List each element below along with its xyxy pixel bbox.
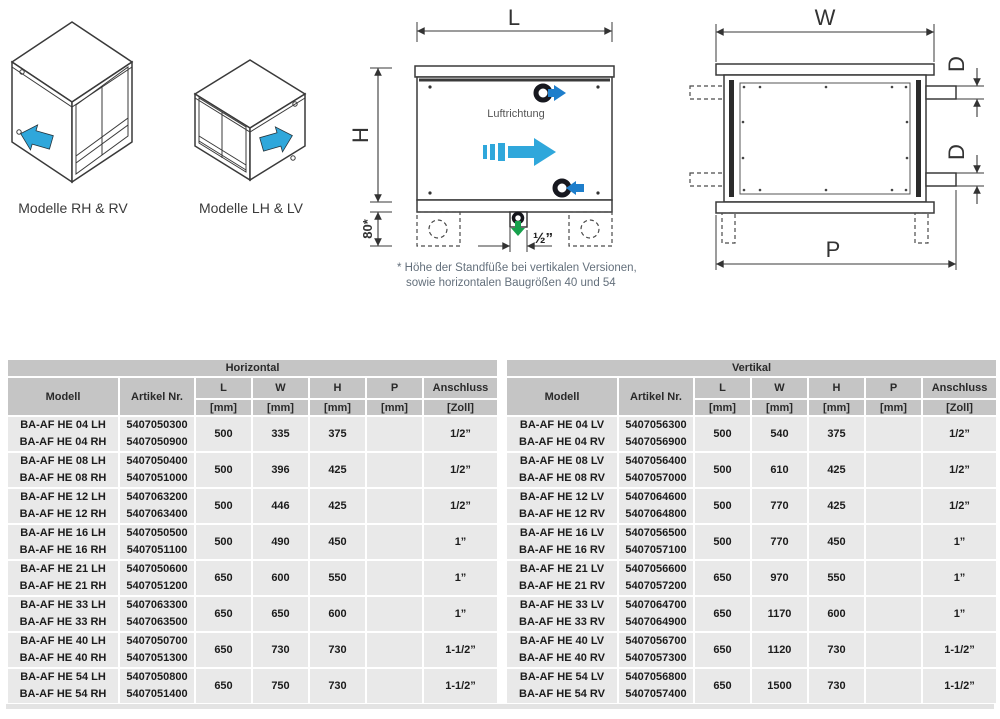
model-name: BA-AF HE 04 LV <box>519 419 605 431</box>
cell-artikel <box>618 524 694 560</box>
cell-w: 1170 <box>751 596 808 632</box>
cell-modell <box>7 488 119 524</box>
col-header-modell: Modell <box>506 377 618 416</box>
artikel-nr: 5407057200 <box>625 580 687 592</box>
cell-l: 500 <box>195 416 252 452</box>
cell-w: 750 <box>252 668 309 704</box>
artikel-nr: 5407063500 <box>126 616 188 628</box>
artikel-nr: 5407056600 <box>625 563 687 575</box>
col-header-h: H <box>309 377 366 399</box>
cell-anschluss: 1/2” <box>922 416 997 452</box>
cell-l: 650 <box>694 632 751 668</box>
model-name: BA-AF HE 04 LH <box>20 419 106 431</box>
table-row <box>7 488 498 524</box>
artikel-nr: 5407057400 <box>625 688 687 700</box>
section-title: Horizontal <box>7 359 498 377</box>
col-header-l: L <box>694 377 751 399</box>
cell-h: 550 <box>309 560 366 596</box>
cell-anschluss: 1/2” <box>922 452 997 488</box>
artikel-nr: 5407057000 <box>625 472 687 484</box>
cell-anschluss: 1-1/2” <box>922 632 997 668</box>
cell-modell <box>506 524 618 560</box>
col-header-h: H <box>808 377 865 399</box>
col-header-unit-mm: [mm] <box>309 399 366 416</box>
cell-l: 650 <box>195 560 252 596</box>
cell-l: 500 <box>195 524 252 560</box>
cell-anschluss: 1-1/2” <box>423 668 498 704</box>
artikel-nr: 5407063300 <box>126 599 188 611</box>
cell-modell <box>506 560 618 596</box>
col-header-artikel: Artikel Nr. <box>618 377 694 416</box>
table-row <box>506 668 997 704</box>
cell-anschluss: 1” <box>922 524 997 560</box>
artikel-nr: 5407063200 <box>126 491 188 503</box>
cell-anschluss: 1” <box>423 560 498 596</box>
cell-p <box>366 488 423 524</box>
cell-l: 650 <box>195 596 252 632</box>
cell-artikel <box>618 488 694 524</box>
cell-artikel <box>618 452 694 488</box>
cell-modell <box>506 416 618 452</box>
cell-w: 770 <box>751 524 808 560</box>
dim-label-80: 80* <box>360 219 375 239</box>
cell-l: 650 <box>195 632 252 668</box>
col-header-unit-mm: [mm] <box>808 399 865 416</box>
cell-artikel <box>119 668 195 704</box>
cell-l: 500 <box>694 452 751 488</box>
cell-modell <box>7 560 119 596</box>
col-header-l: L <box>195 377 252 399</box>
table-row <box>7 668 498 704</box>
artikel-nr: 5407050700 <box>126 635 188 647</box>
table-row <box>506 524 997 560</box>
cell-p <box>366 524 423 560</box>
cell-h: 425 <box>309 488 366 524</box>
model-name: BA-AF HE 54 LH <box>20 671 106 683</box>
cell-l: 500 <box>694 488 751 524</box>
cell-l: 650 <box>195 668 252 704</box>
artikel-nr: 5407056900 <box>625 436 687 448</box>
cell-modell <box>7 452 119 488</box>
table-row <box>7 416 498 452</box>
cell-l: 650 <box>694 596 751 632</box>
cell-p <box>865 668 922 704</box>
cell-modell <box>7 632 119 668</box>
model-name: BA-AF HE 54 RV <box>519 688 605 700</box>
col-header-unit-zoll: [Zoll] <box>922 399 997 416</box>
table-row <box>506 560 997 596</box>
cell-modell <box>506 668 618 704</box>
cell-artikel <box>618 560 694 596</box>
model-name: BA-AF HE 54 RH <box>19 688 107 700</box>
model-name: BA-AF HE 16 RH <box>19 544 107 556</box>
model-name: BA-AF HE 40 LV <box>519 635 605 647</box>
artikel-nr: 5407064900 <box>625 616 687 628</box>
dim-label-p: P <box>825 237 841 262</box>
cell-artikel <box>618 668 694 704</box>
col-header-p: P <box>865 377 922 399</box>
cell-modell <box>7 524 119 560</box>
cell-h: 375 <box>309 416 366 452</box>
model-name: BA-AF HE 08 LH <box>20 455 106 467</box>
cell-artikel <box>618 596 694 632</box>
model-name: BA-AF HE 16 LV <box>519 527 605 539</box>
artikel-nr: 5407051200 <box>126 580 188 592</box>
section-title: Vertikal <box>506 359 997 377</box>
cell-p <box>366 596 423 632</box>
cell-w: 970 <box>751 560 808 596</box>
cell-h: 730 <box>309 668 366 704</box>
cell-anschluss: 1-1/2” <box>423 632 498 668</box>
cell-p <box>865 524 922 560</box>
cell-modell <box>506 632 618 668</box>
dim-label-l: L <box>507 5 521 30</box>
artikel-nr: 5407057100 <box>625 544 687 556</box>
cell-artikel <box>119 416 195 452</box>
dim-label-d-top: D <box>944 56 969 72</box>
cell-w: 770 <box>751 488 808 524</box>
cell-w: 1500 <box>751 668 808 704</box>
cell-artikel <box>119 488 195 524</box>
model-name: BA-AF HE 08 LV <box>519 455 605 467</box>
model-name: BA-AF HE 33 RH <box>19 616 107 628</box>
cell-anschluss: 1/2” <box>922 488 997 524</box>
model-name: BA-AF HE 40 RH <box>19 652 107 664</box>
cell-artikel <box>119 560 195 596</box>
cell-anschluss: 1” <box>423 596 498 632</box>
model-name: BA-AF HE 21 LV <box>519 563 605 575</box>
cell-l: 650 <box>694 668 751 704</box>
model-name: BA-AF HE 33 LH <box>20 599 106 611</box>
model-name: BA-AF HE 21 RH <box>19 580 107 592</box>
model-name: BA-AF HE 04 RV <box>519 436 605 448</box>
cell-w: 650 <box>252 596 309 632</box>
artikel-nr: 5407050300 <box>126 419 188 431</box>
cell-h: 425 <box>808 452 865 488</box>
cell-l: 500 <box>195 452 252 488</box>
col-header-w: W <box>252 377 309 399</box>
model-name: BA-AF HE 21 RV <box>519 580 605 592</box>
table-row <box>506 596 997 632</box>
col-header-anschluss: Anschluss <box>922 377 997 399</box>
cell-modell <box>506 452 618 488</box>
cell-w: 396 <box>252 452 309 488</box>
col-header-unit-mm: [mm] <box>252 399 309 416</box>
artikel-nr: 5407051100 <box>126 544 188 556</box>
table-row <box>506 416 997 452</box>
iso-rh-label: Modelle RH & RV <box>18 200 128 216</box>
air-direction-label: Luftrichtung <box>487 108 545 120</box>
cell-w: 730 <box>252 632 309 668</box>
cell-p <box>366 668 423 704</box>
col-header-unit-zoll: [Zoll] <box>423 399 498 416</box>
cell-h: 730 <box>808 668 865 704</box>
table-vertikal <box>505 358 998 705</box>
cell-w: 335 <box>252 416 309 452</box>
cell-h: 425 <box>309 452 366 488</box>
col-header-unit-mm: [mm] <box>366 399 423 416</box>
model-name: BA-AF HE 33 LV <box>519 599 605 611</box>
drain-connection-icon <box>510 212 527 236</box>
model-name: BA-AF HE 16 RV <box>519 544 605 556</box>
model-name: BA-AF HE 12 RV <box>519 508 605 520</box>
artikel-nr: 5407050500 <box>126 527 188 539</box>
artikel-nr: 5407050400 <box>126 455 188 467</box>
cell-anschluss: 1-1/2” <box>922 668 997 704</box>
model-name: BA-AF HE 12 LH <box>20 491 106 503</box>
iso-lh-label: Modelle LH & LV <box>198 200 304 216</box>
table-row <box>506 452 997 488</box>
model-name: BA-AF HE 08 RH <box>19 472 107 484</box>
cell-l: 500 <box>694 524 751 560</box>
cell-h: 730 <box>808 632 865 668</box>
footnote-line-1: * Höhe der Standfüße bei vertikalen Versionen, <box>397 262 637 274</box>
artikel-nr: 5407056500 <box>625 527 687 539</box>
artikel-nr: 5407056800 <box>625 671 687 683</box>
cell-p <box>865 488 922 524</box>
cell-anschluss: 1/2” <box>423 416 498 452</box>
cell-p <box>865 632 922 668</box>
artikel-nr: 5407051000 <box>126 472 188 484</box>
cell-h: 450 <box>808 524 865 560</box>
table-row <box>7 524 498 560</box>
table-row <box>506 488 997 524</box>
cell-w: 610 <box>751 452 808 488</box>
artikel-nr: 5407050600 <box>126 563 188 575</box>
dim-label-h: H <box>348 127 373 143</box>
artikel-nr: 5407056400 <box>625 455 687 467</box>
front-view-diagram <box>340 0 685 300</box>
cell-p <box>865 416 922 452</box>
table-bottom-bar <box>6 704 994 709</box>
cell-h: 730 <box>309 632 366 668</box>
model-name: BA-AF HE 16 LH <box>20 527 106 539</box>
model-name: BA-AF HE 12 RH <box>19 508 107 520</box>
table-row <box>506 632 997 668</box>
artikel-nr: 5407056300 <box>625 419 687 431</box>
model-name: BA-AF HE 40 LH <box>20 635 106 647</box>
cell-modell <box>506 596 618 632</box>
cell-h: 375 <box>808 416 865 452</box>
model-name: BA-AF HE 08 RV <box>519 472 605 484</box>
cell-h: 600 <box>808 596 865 632</box>
cell-modell <box>7 596 119 632</box>
dim-label-d-bottom: D <box>944 144 969 160</box>
table-horizontal <box>6 358 499 705</box>
cell-h: 550 <box>808 560 865 596</box>
cell-l: 650 <box>694 560 751 596</box>
top-view-diagram <box>678 0 1000 300</box>
cell-anschluss: 1” <box>922 596 997 632</box>
spec-tables <box>6 358 998 705</box>
cell-p <box>366 452 423 488</box>
dim-label-w: W <box>814 5 836 30</box>
cell-p <box>366 632 423 668</box>
artikel-nr: 5407056700 <box>625 635 687 647</box>
col-header-p: P <box>366 377 423 399</box>
cell-p <box>366 416 423 452</box>
cell-l: 500 <box>195 488 252 524</box>
model-name: BA-AF HE 21 LH <box>20 563 106 575</box>
artikel-nr: 5407051400 <box>126 688 188 700</box>
table-row <box>7 560 498 596</box>
cell-h: 600 <box>309 596 366 632</box>
iso-drawing-rh-rv <box>0 10 170 225</box>
cell-artikel <box>618 632 694 668</box>
footnote-line-2: sowie horizontalen Baugrößen 40 und 54 <box>406 277 616 289</box>
cell-w: 1120 <box>751 632 808 668</box>
cell-anschluss: 1” <box>922 560 997 596</box>
model-name: BA-AF HE 33 RV <box>519 616 605 628</box>
cell-l: 500 <box>694 416 751 452</box>
cell-artikel <box>119 524 195 560</box>
table-row <box>7 452 498 488</box>
artikel-nr: 5407050800 <box>126 671 188 683</box>
cell-p <box>865 596 922 632</box>
col-header-unit-mm: [mm] <box>751 399 808 416</box>
col-header-unit-mm: [mm] <box>195 399 252 416</box>
model-name: BA-AF HE 40 RV <box>519 652 605 664</box>
model-name: BA-AF HE 04 RH <box>19 436 107 448</box>
cell-w: 490 <box>252 524 309 560</box>
table-row <box>7 632 498 668</box>
cell-w: 446 <box>252 488 309 524</box>
col-header-artikel: Artikel Nr. <box>119 377 195 416</box>
artikel-nr: 5407050900 <box>126 436 188 448</box>
cell-anschluss: 1/2” <box>423 452 498 488</box>
iso-drawing-lh-lv <box>185 10 335 225</box>
table-row <box>7 596 498 632</box>
cell-anschluss: 1/2” <box>423 488 498 524</box>
cell-p <box>366 560 423 596</box>
artikel-nr: 5407051300 <box>126 652 188 664</box>
cell-w: 540 <box>751 416 808 452</box>
artikel-nr: 5407064600 <box>625 491 687 503</box>
artikel-nr: 5407057300 <box>625 652 687 664</box>
cell-artikel <box>618 416 694 452</box>
col-header-anschluss: Anschluss <box>423 377 498 399</box>
col-header-unit-mm: [mm] <box>865 399 922 416</box>
col-header-modell: Modell <box>7 377 119 416</box>
cell-modell <box>7 668 119 704</box>
cell-h: 450 <box>309 524 366 560</box>
cell-anschluss: 1” <box>423 524 498 560</box>
drain-size-label: ½” <box>533 230 554 247</box>
cell-p <box>865 560 922 596</box>
cell-artikel <box>119 632 195 668</box>
cell-p <box>865 452 922 488</box>
cell-artikel <box>119 596 195 632</box>
cell-modell <box>7 416 119 452</box>
cell-w: 600 <box>252 560 309 596</box>
col-header-w: W <box>751 377 808 399</box>
cell-modell <box>506 488 618 524</box>
col-header-unit-mm: [mm] <box>694 399 751 416</box>
artikel-nr: 5407064700 <box>625 599 687 611</box>
artikel-nr: 5407063400 <box>126 508 188 520</box>
cell-h: 425 <box>808 488 865 524</box>
artikel-nr: 5407064800 <box>625 508 687 520</box>
model-name: BA-AF HE 54 LV <box>519 671 605 683</box>
model-name: BA-AF HE 12 LV <box>519 491 605 503</box>
cell-artikel <box>119 452 195 488</box>
